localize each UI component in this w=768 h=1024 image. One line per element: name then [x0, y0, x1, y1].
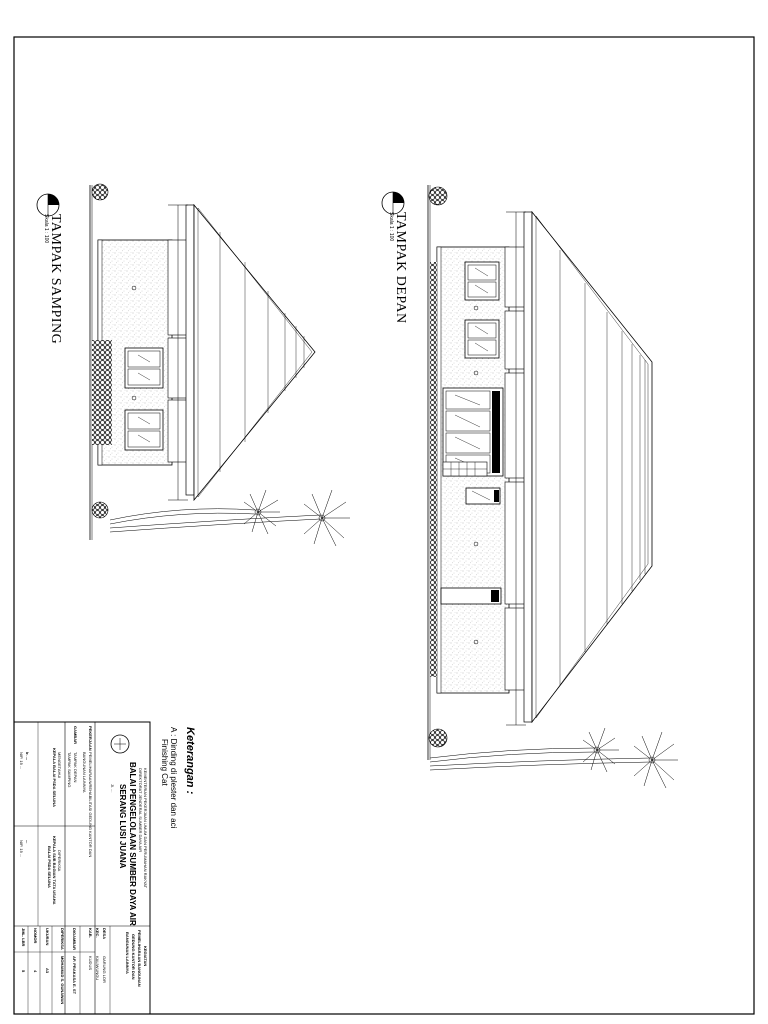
diperiksa-nip: NIP. 19 ... [19, 840, 24, 858]
digambar-value: AP. PRAKASA E. ST [72, 956, 77, 995]
shrub [92, 184, 108, 200]
kec-label: KEC. [95, 928, 100, 938]
hedge [430, 262, 437, 677]
keterangan-line-2: Finishing Cat [160, 739, 169, 786]
agency-name-line-2: SERANG LUSI JUANA [118, 784, 127, 869]
front-elevation [382, 185, 678, 788]
side-door [441, 588, 501, 604]
diperiksa-role: KEPALA SUB BAGIAN TATA USAHA [52, 836, 57, 905]
ventilation-grille [443, 462, 487, 476]
nomor-label: NOMOR [33, 928, 38, 944]
keterangan-line-1: A : Dinding di plester dan aci [169, 727, 178, 829]
kec-value: KALIWUNGU [95, 956, 100, 981]
mengetahui-name: Ir. ... [25, 752, 30, 761]
agency-name-line-1: BALAI PENGELOLAAN SUMBER DAYA AIR [128, 762, 137, 926]
gambar-value: TAMPAK DEPAN [73, 752, 78, 783]
kegiatan-value: PEMELIHARAAN BANGUNAN [137, 930, 142, 987]
directorate-name: DIREKTORAT JENDERAL SUMBER DAYA AIR [138, 768, 143, 853]
gambar-label: GAMBAR [73, 726, 78, 744]
mengetahui-nip: NIP. 19 ... [19, 752, 24, 770]
shrub [92, 502, 108, 518]
gambar-value-2: TAMPAK SAMPING [67, 752, 72, 788]
desa-label: DESA [102, 928, 107, 940]
front-elevation-scale: Skala 1 : 100 [388, 212, 394, 242]
side-elevation-title: TAMPAK SAMPING [48, 214, 63, 345]
side-window [125, 348, 163, 388]
front-elevation-title: TAMPAK DEPAN [393, 212, 408, 324]
side-elevation [37, 184, 350, 546]
pekerjaan-label: PEKERJAAN [88, 726, 93, 751]
ukuran-label: UKURAN [45, 928, 50, 946]
side-elevation-scale: Skala 1 : 100 [43, 214, 49, 244]
front-window [465, 320, 499, 358]
digambar-label: DIGAMBAR [72, 928, 77, 950]
hedge [92, 340, 112, 445]
kegiatan-label: KEGIATAN [143, 946, 148, 967]
kegiatan-value-3: BANGUNAN LAINNYA [125, 932, 130, 974]
kab-value: KUDUS [88, 956, 93, 971]
diperiksa-role-2: BALAI PSDA SELUNA [47, 846, 52, 888]
shrub [429, 187, 447, 205]
desa-value: GARUNG LOR [102, 956, 107, 983]
agency-address: Jl. ... [110, 784, 115, 793]
kab-label: KAB. [88, 928, 93, 938]
palm-tree [110, 490, 350, 546]
front-window [466, 488, 500, 504]
shrub [429, 729, 447, 747]
section-marker [382, 192, 404, 214]
front-window [465, 262, 499, 300]
keterangan-title: Keterangan : [184, 727, 196, 795]
mengetahui-label: MENGETAHUI [57, 752, 62, 779]
diperiksa-label: DIPERIKSA [57, 850, 62, 872]
diperiksa2-label: DIPERIKSA [60, 928, 65, 950]
section-marker [37, 194, 59, 216]
ukuran-value: A3 [45, 968, 50, 974]
kegiatan-value-2: GEDUNG KANTOR DAN [131, 934, 136, 980]
pekerjaan-value: PEMELIHARAAN/REHABILITASI GEDUNG KANTOR DAN [88, 752, 93, 858]
jml-lbr-value: 5 [21, 970, 26, 973]
ministry-name: KEMENTERIAN PEKERJAAN UMUM DAN PERUMAHAN RAKYAT [143, 768, 148, 889]
nomor-value: 4 [33, 970, 38, 973]
mengetahui-role: KEPALA BALAI PSDA SELUNA [52, 748, 57, 807]
jml-lbr-label: JML. LBR [21, 928, 26, 947]
diperiksa2-value: MOHAMAD S. GUNAWAN [60, 956, 65, 1005]
side-window [125, 410, 163, 450]
diperiksa-name: ... [25, 840, 30, 844]
palm-tree [430, 728, 678, 788]
pekerjaan-value-2: BANGUNAN LAINNYA [82, 752, 87, 793]
